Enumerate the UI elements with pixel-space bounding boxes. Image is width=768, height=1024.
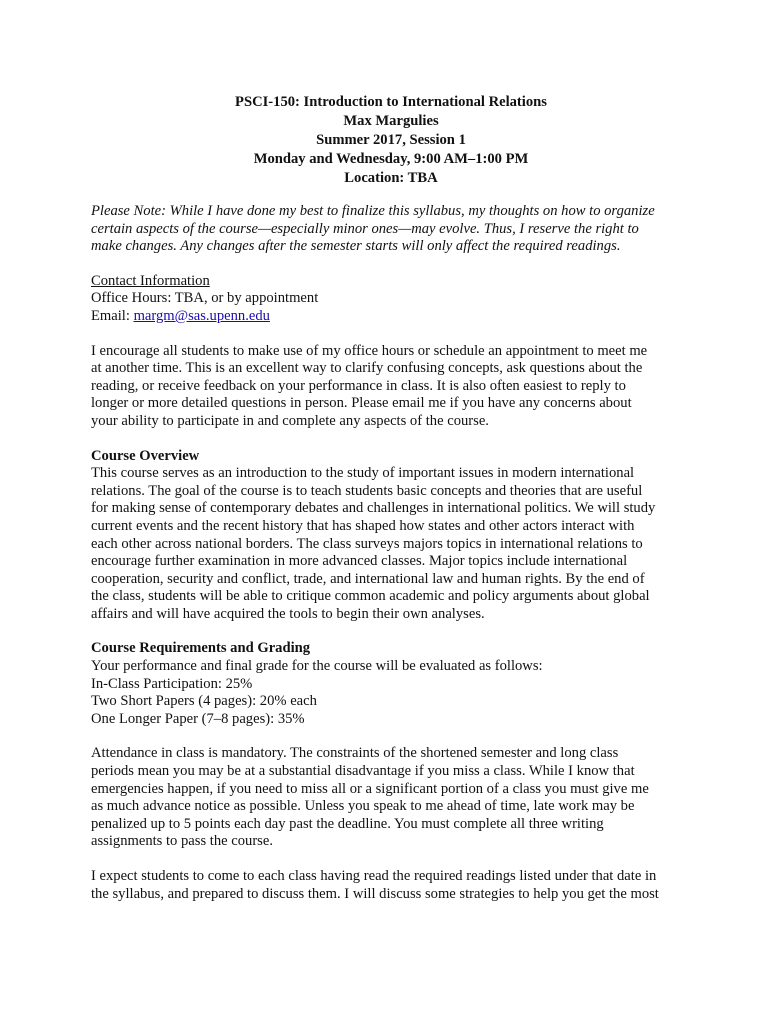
course-title: PSCI-150: Introduction to International Relations <box>235 94 547 110</box>
paragraph-line: periods mean you may be at a substantial disadvantage if you miss a class. While I know that <box>91 763 635 780</box>
location: Location: TBA <box>344 170 438 186</box>
paragraph-line: I expect students to come to each class having read the required readings listed under that date in <box>91 868 657 884</box>
paragraph-line: penalized up to 5 points each day past the deadline. You must complete all three writing <box>91 815 604 832</box>
paragraph-line: assignments to pass the course. <box>91 833 273 850</box>
paragraph-line: reading, or receive feedback on your performance in class. It is also often easiest to reply to <box>91 377 626 394</box>
email-label: Email: <box>91 307 134 324</box>
note-line: certain aspects of the course—especially minor ones—may evolve. Thus, I reserve the right to <box>91 220 639 237</box>
syllabus-page <box>91 93 691 903</box>
paragraph-line: emergencies happen, if you need to miss all or a significant portion of a class you must give me <box>91 780 649 797</box>
paragraph-line: your ability to participate in and complete any aspects of the course. <box>91 412 489 429</box>
paragraph-line: I encourage all students to make use of my office hours or schedule an appointment to meet me <box>91 342 648 359</box>
paragraph-line: encourage further examination in more advanced classes. Major topics include international <box>91 553 628 570</box>
email-link[interactable]: margm@sas.upenn.edu <box>133 307 270 324</box>
overview-heading: Course Overview <box>91 447 200 464</box>
paragraph-line: for making sense of contemporary debates and challenges in international politics. We will study <box>91 500 656 517</box>
attendance-paragraph <box>91 745 691 851</box>
requirements-section <box>91 640 691 728</box>
office-hours: Office Hours: TBA, or by appointment <box>91 290 319 307</box>
email-line <box>91 308 691 326</box>
encourage-paragraph <box>91 343 691 431</box>
note-line: Please Note: While I have done my best to finalize this syllabus, my thoughts on how to organize <box>91 203 655 219</box>
requirements-heading: Course Requirements and Grading <box>91 640 311 657</box>
expect-paragraph <box>91 868 691 903</box>
paragraph-line: the class, students will be able to critique common academic and policy arguments about global <box>91 588 650 605</box>
paragraph-line: This course serves as an introduction to the study of important issues in modern international <box>91 465 635 482</box>
term: Summer 2017, Session 1 <box>316 132 466 148</box>
paragraph-line: each other across national borders. The class surveys majors topics in international relations to <box>91 535 643 552</box>
instructor-name: Max Margulies <box>343 113 439 129</box>
contact-section <box>91 273 691 326</box>
paragraph-line: cooperation, security and conflict, trade, and international law and human rights. By the end of <box>91 570 645 587</box>
paragraph-line: at another time. This is an excellent way to clarify confusing concepts, ask questions about the <box>91 360 643 377</box>
grade-item: Two Short Papers (4 pages): 20% each <box>91 693 317 710</box>
paragraph-line: relations. The goal of the course is to teach students basic concepts and theories that are useful <box>91 482 643 499</box>
please-note <box>91 203 691 256</box>
contact-heading: Contact Information <box>91 272 210 289</box>
syllabus-header <box>91 93 691 188</box>
paragraph-line: longer or more detailed questions in person. Please email me if you have any concerns about <box>91 395 632 412</box>
paragraph-line: as much advance notice as possible. Unless you speak to me ahead of time, late work may be <box>91 798 635 815</box>
paragraph-line: current events and the recent history that has shaped how states and other actors interact with <box>91 517 635 534</box>
paragraph-line: Attendance in class is mandatory. The constraints of the shortened semester and long class <box>91 745 619 762</box>
paragraph-line: Your performance and final grade for the course will be evaluated as follows: <box>91 658 543 675</box>
note-line: make changes. Any changes after the semester starts will only affect the required readings. <box>91 238 621 255</box>
grade-item: In-Class Participation: 25% <box>91 675 253 692</box>
schedule: Monday and Wednesday, 9:00 AM–1:00 PM <box>253 151 529 167</box>
overview-section <box>91 448 691 624</box>
grade-item: One Longer Paper (7–8 pages): 35% <box>91 710 305 727</box>
paragraph-line: the syllabus, and prepared to discuss them. I will discuss some strategies to help you get the most <box>91 885 659 902</box>
paragraph-line: affairs and will have acquired the tools to begin their own analyses. <box>91 605 485 622</box>
